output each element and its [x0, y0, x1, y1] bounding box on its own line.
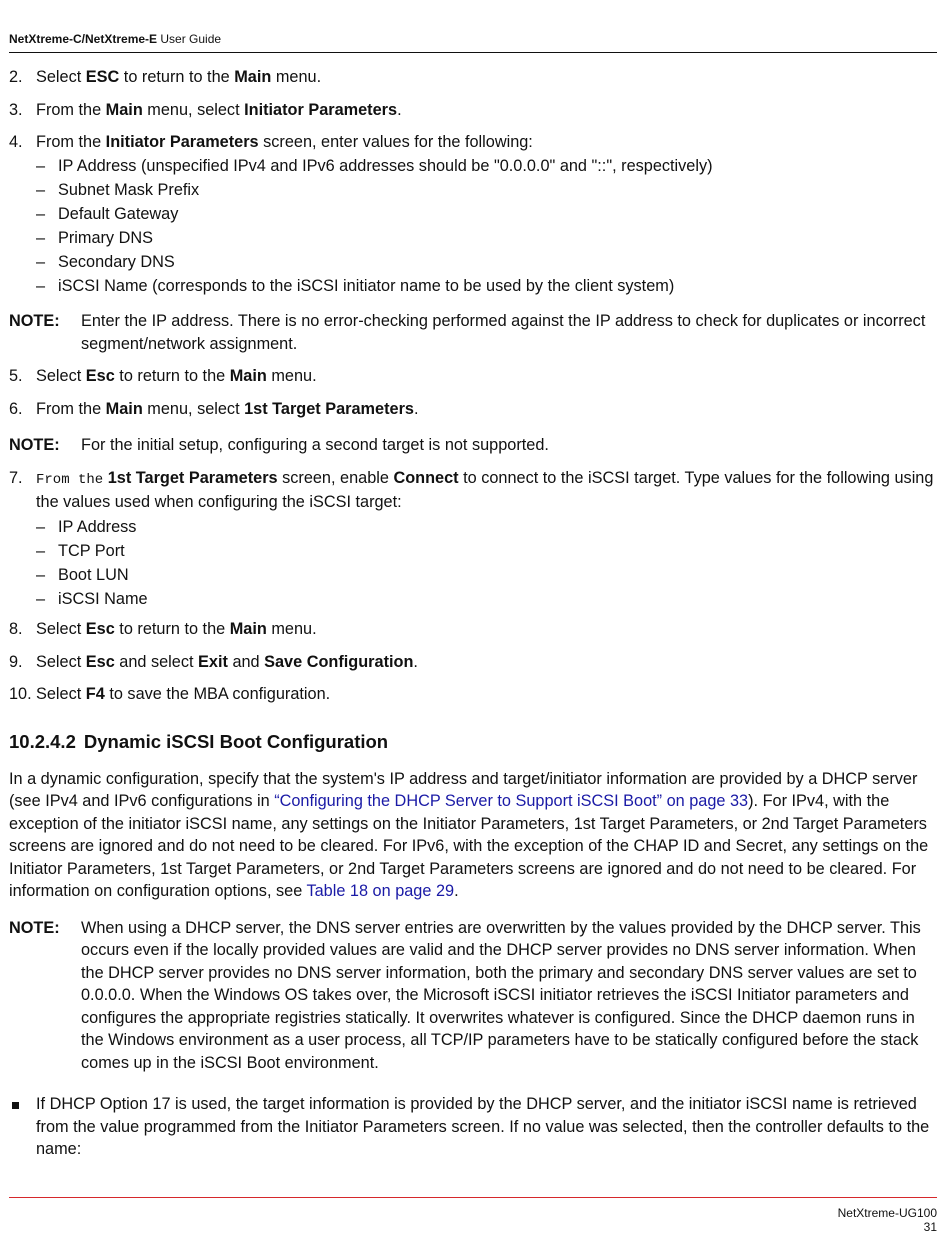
page-number: 31	[923, 1220, 937, 1234]
step-2	[9, 66, 935, 89]
note-text: Enter the IP address. There is no error-checking performed against the IP address to check for duplicates or incorrect segment/network assignment.	[81, 312, 926, 353]
step-text: Select	[36, 367, 86, 385]
step-number: 9.	[9, 652, 23, 671]
bullet-item	[9, 1093, 935, 1161]
step-key: Esc	[85, 620, 115, 638]
step-text: menu.	[271, 68, 322, 86]
section-heading	[9, 730, 935, 754]
step-text: Select	[36, 68, 86, 86]
section-number: 10.2.4.2	[9, 730, 76, 752]
dash-marker: –	[36, 589, 46, 608]
step-key: 1st Target Parameters	[244, 399, 414, 418]
step-text: menu, select	[142, 399, 245, 418]
step-text: menu.	[266, 620, 317, 638]
step-key: Main	[105, 399, 143, 418]
dash-marker: –	[36, 252, 46, 271]
note-label: NOTE:	[9, 918, 60, 937]
note-label: NOTE:	[9, 436, 60, 454]
list-item	[9, 540, 935, 563]
list-item-text: iSCSI Name	[58, 589, 148, 608]
step-number: 4.	[9, 133, 23, 151]
dash-marker: –	[36, 565, 46, 584]
list-item-text: Default Gateway	[58, 204, 179, 223]
step-4	[9, 131, 935, 154]
dash-marker: –	[36, 276, 46, 295]
step-text: and	[227, 652, 265, 671]
step-key: Main	[229, 367, 267, 385]
step-key: 1st Target Parameters	[107, 468, 278, 487]
note-text: For the initial setup, configuring a second target is not supported.	[81, 436, 549, 454]
dash-marker: –	[36, 204, 46, 223]
note-2	[9, 434, 935, 457]
step-text: menu, select	[142, 100, 245, 119]
list-item-text: TCP Port	[58, 541, 125, 560]
paragraph-text: .	[454, 882, 459, 900]
dash-marker: –	[36, 156, 46, 175]
list-item-text: IP Address	[58, 517, 137, 536]
dash-marker: –	[36, 541, 46, 560]
step-text: Select	[36, 652, 86, 671]
list-item	[9, 227, 935, 250]
step-7	[9, 467, 935, 514]
step-text: .	[413, 399, 419, 418]
list-item-text: Primary DNS	[58, 228, 153, 247]
list-item	[9, 155, 935, 178]
dash-marker: –	[36, 228, 46, 247]
page-header	[9, 32, 937, 53]
step-key: Esc	[85, 652, 115, 671]
dash-marker: –	[36, 180, 46, 199]
note-3	[9, 917, 935, 1075]
step-text: to save the MBA configuration.	[104, 685, 331, 703]
note-label: NOTE:	[9, 312, 60, 330]
step-number: 2.	[9, 68, 23, 86]
step-key: ESC	[85, 68, 120, 86]
dash-marker: –	[36, 517, 46, 536]
footer-doc-id: NetXtreme-UG100	[837, 1206, 937, 1220]
bullet-text: If DHCP Option 17 is used, the target information is provided by the DHCP server, and the initiator iSCSI name is retrieved from the value programmed from the Initiator Parameters screen. If no value was selected, then the controller defaults to the name:	[36, 1095, 930, 1158]
step-key: Save Configuration	[264, 652, 414, 671]
step-text: From the	[36, 100, 106, 119]
step-text: Select	[36, 620, 86, 638]
step-key: Main	[234, 68, 272, 86]
header-product: NetXtreme-C/NetXtreme-E	[9, 32, 158, 46]
link-dhcp-config[interactable]: “Configuring the DHCP Server to Support iSCSI Boot” on page 33	[274, 792, 749, 810]
section-title: Dynamic iSCSI Boot Configuration	[83, 730, 389, 752]
list-item-text: Secondary DNS	[58, 252, 175, 271]
step-text: From the	[36, 399, 106, 418]
step-text: Select	[36, 685, 86, 703]
step-key: Exit	[198, 652, 228, 671]
list-item-text: IP Address (unspecified IPv4 and IPv6 addresses should be "0.0.0.0" and "::", respectively)	[58, 156, 713, 175]
step-number: 5.	[9, 367, 23, 385]
step-number: 8.	[9, 620, 23, 638]
step-number: 7.	[9, 468, 23, 487]
step-9	[9, 651, 935, 674]
link-table-18[interactable]: Table 18 on page 29	[306, 882, 455, 900]
step-number: 10.	[9, 685, 32, 703]
step-8	[9, 618, 935, 641]
step-5	[9, 365, 935, 388]
step-10	[9, 683, 935, 706]
list-item	[9, 564, 935, 587]
step-number: 6.	[9, 399, 23, 418]
step-text-mono: From the	[36, 471, 104, 488]
square-bullet-icon	[12, 1102, 19, 1109]
list-item-text: Boot LUN	[58, 565, 129, 584]
list-item	[9, 516, 935, 539]
step-text: screen, enter values for the following:	[258, 133, 533, 151]
list-item	[9, 588, 935, 611]
step-3	[9, 99, 935, 122]
list-item	[9, 275, 935, 298]
step-number: 3.	[9, 100, 23, 119]
step-key: Initiator Parameters	[105, 133, 259, 151]
header-title: User Guide	[157, 32, 222, 46]
step-text: to return to the	[114, 367, 230, 385]
step-key: Esc	[85, 367, 115, 385]
step-text: From the	[36, 133, 106, 151]
page-footer	[838, 1206, 937, 1234]
paragraph-text: In a dynamic configuration, specify that the system's IP address and target/initiator information are provided by a DHCP server (see IPv4 and IPv6 configurations in	[9, 769, 918, 810]
step-text: to return to the	[119, 68, 235, 86]
footer-divider	[9, 1197, 937, 1198]
step-text: .	[413, 652, 418, 671]
list-item	[9, 179, 935, 202]
step-key: Initiator Parameters	[244, 100, 398, 119]
step-text: menu.	[266, 367, 317, 385]
step-text: to connect to the iSCSI target. Type values for the following using the values used when configuring the iSCSI target:	[36, 468, 934, 511]
paragraph-text: ). For IPv4, with the exception of the initiator iSCSI name, any settings on the Initiator Parameters, 1st Target Parameters, or 2nd Target Parameters screens are ignored and do not need to be cleared. For IPv6, with the exception of the CHAP ID and Secret, any settings on the Initiator Parameters, 1st Target Parameters, or 2nd Target Parameters screens are ignored and do not need to be cleared. For information on configuration options, see	[9, 792, 929, 900]
step-text: to return to the	[114, 620, 230, 638]
list-item-text: Subnet Mask Prefix	[58, 180, 200, 199]
step-key: Main	[105, 100, 143, 119]
list-item-text: iSCSI Name (corresponds to the iSCSI initiator name to be used by the client system)	[58, 276, 675, 295]
note-1	[9, 310, 935, 355]
step-key: F4	[85, 685, 105, 703]
step-6	[9, 398, 935, 421]
list-item	[9, 203, 935, 226]
step-key: Connect	[393, 468, 459, 487]
page-content	[9, 64, 935, 1161]
step-text: screen, enable	[277, 468, 394, 487]
step-text: and select	[114, 652, 199, 671]
list-item	[9, 251, 935, 274]
step-text: .	[397, 100, 402, 119]
note-text: When using a DHCP server, the DNS server entries are overwritten by the values provided by the DHCP server. This occurs even if the locally provided values are valid and the DHCP server provides no DNS server information. When the DHCP server provides no DNS server information, both the primary and secondary DNS server values are set to 0.0.0.0. When the Windows OS takes over, the Microsoft iSCSI initiator retrieves the iSCSI Initiator parameters and configures the appropriate registries statically. It overwrites whatever is configured. Since the DHCP daemon runs in the Windows environment as a user process, all TCP/IP parameters have to be statically configured before the stack comes up in the iSCSI Boot environment.	[81, 918, 921, 1072]
body-paragraph	[9, 768, 935, 903]
step-key: Main	[229, 620, 267, 638]
